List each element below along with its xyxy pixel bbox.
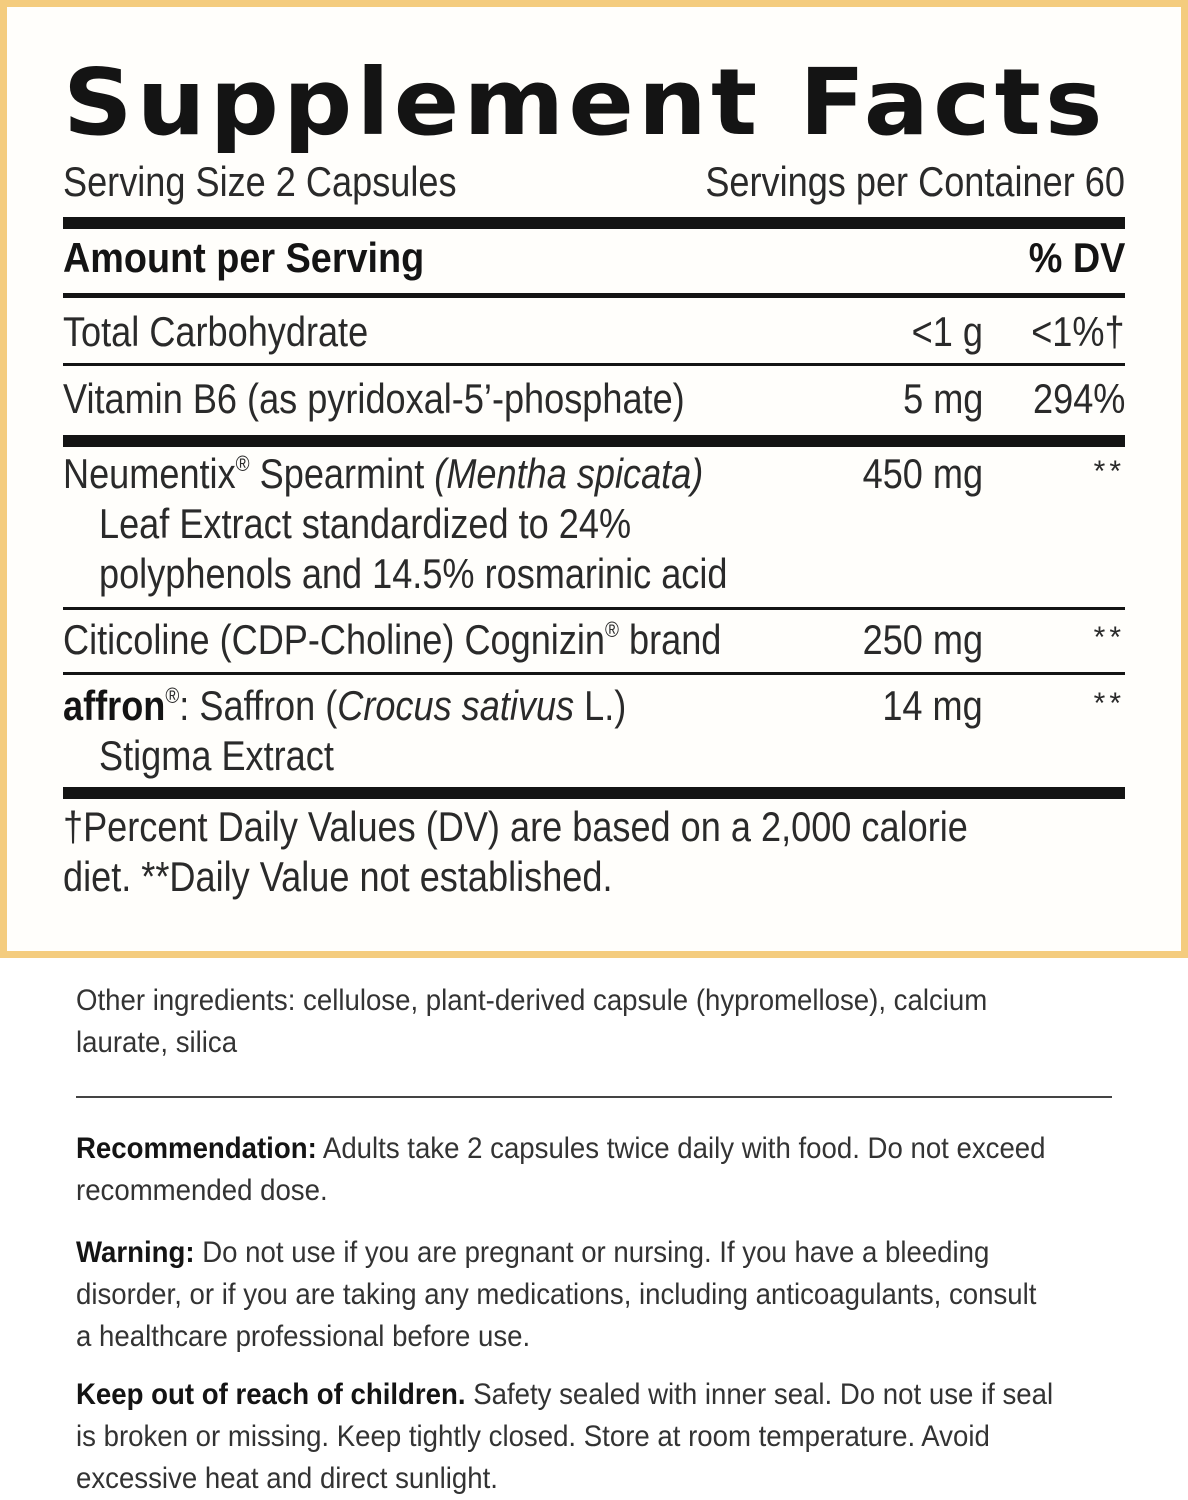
section-divider [76,1096,1112,1098]
nutrient-name: Total Carbohydrate [63,308,369,355]
ingredient-name-line2: Leaf Extract standardized to 24% [99,500,632,547]
ingredient-amount: 250 mg [862,616,983,663]
dv-label: % DV [1028,234,1125,281]
ingredient-name-line2: Stigma Extract [99,732,334,779]
other-ingredients-line2: laurate, silica [76,1026,238,1059]
recommendation-section [76,1128,1116,1212]
daily-value-not-established-mark: ** [1093,687,1125,720]
nutrient-name: Vitamin B6 (as pyridoxal-5’-phosphate) [63,375,685,422]
warning-text-line3: a healthcare professional before use. [76,1320,531,1353]
nutrient-dv: <1%† [1031,308,1125,355]
registered-mark: ® [165,683,180,708]
recommendation-text: Adults take 2 capsules twice daily with food. Do not exceed [316,1132,1046,1165]
row-divider [63,672,1125,675]
ingredient-amount: 450 mg [862,450,983,497]
supplement-facts-title: Supplement Facts [63,49,1107,156]
header-divider [63,293,1125,298]
ingredient-name: Citicoline (CDP-Choline) Cognizin® brand [63,616,722,663]
warning-text-line2: disorder, or if you are taking any medications, including anticoagulants, consult [76,1278,1037,1311]
footnote [63,802,968,902]
ingredient-amount: 14 mg [882,682,983,729]
keep-out-text: Safety sealed with inner seal. Do not use if seal [465,1378,1054,1411]
registered-mark: ® [605,617,619,642]
other-ingredients [76,980,1116,1064]
warning-section [76,1232,1116,1358]
thick-divider [63,217,1125,229]
keep-out-section [76,1374,1116,1500]
warning-label: Warning: [76,1236,195,1269]
recommendation-text-line2: recommended dose. [76,1174,328,1207]
keep-out-text-line3: excessive heat and direct sunlight. [76,1462,498,1495]
servings-per-container: Servings per Container 60 [705,158,1125,205]
ingredient-name: Neumentix® Spearmint (Mentha spicata) [63,450,704,497]
daily-value-not-established-mark: ** [1093,621,1125,654]
ingredient-row [63,449,1125,599]
keep-out-text-line2: is broken or missing. Keep tightly closed. Store at room temperature. Avoid [76,1420,990,1453]
nutrient-amount: 5 mg [902,375,983,422]
nutrient-amount: <1 g [911,308,983,355]
recommendation-label: Recommendation: [76,1132,317,1165]
registered-mark: ® [235,451,250,476]
ingredient-name: affron®: Saffron (Crocus sativus L.) [63,682,627,729]
keep-out-label: Keep out of reach of children. [76,1378,466,1411]
thick-divider [63,787,1125,799]
other-ingredients-line1: Other ingredients: cellulose, plant-derived capsule (hypromellose), calcium [76,984,988,1017]
ingredient-row [63,681,1125,781]
amount-per-serving-label: Amount per Serving [63,234,425,281]
footnote-line1: †Percent Daily Values (DV) are based on a 2,000 calorie [63,803,968,850]
ingredient-name-line3: polyphenols and 14.5% rosmarinic acid [99,550,728,597]
row-divider [63,607,1125,610]
serving-size: Serving Size 2 Capsules [63,158,457,205]
thick-divider [63,435,1125,447]
daily-value-not-established-mark: ** [1093,455,1125,488]
warning-text: Do not use if you are pregnant or nursing. If you have a bleeding [194,1236,990,1269]
nutrient-dv: 294% [1032,375,1125,422]
footnote-line2: diet. **Daily Value not established. [63,853,613,900]
row-divider [63,363,1125,366]
